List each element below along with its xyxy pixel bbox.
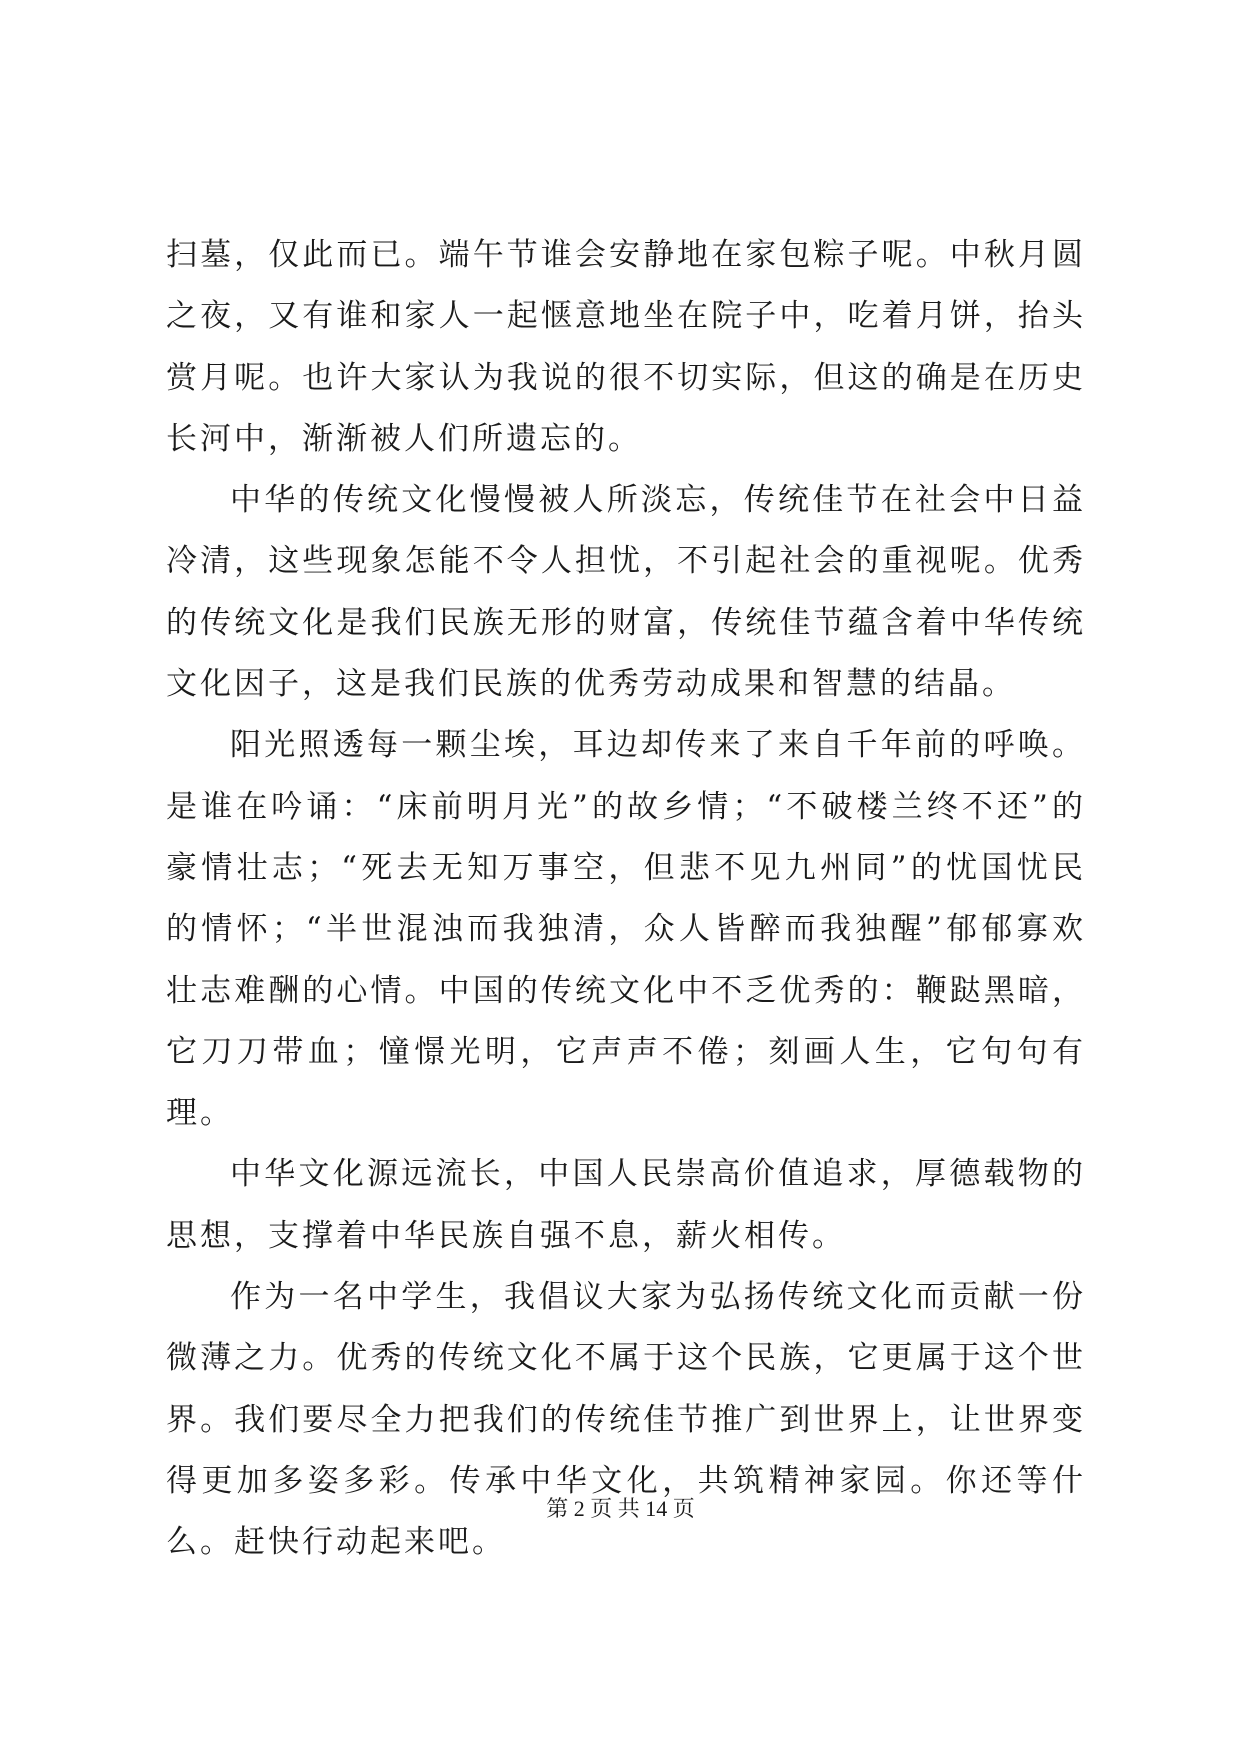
paragraph: 中华文化源远流长，中国人民崇高价值追求，厚德载物的思想，支撑着中华民族自强不息，薪火相传。 [166,1156,1086,1254]
document-body [166,225,1086,1574]
paragraph: 作为一名中学生，我倡议大家为弘扬传统文化而贡献一份微薄之力。优秀的传统文化不属于这个民族，它更属于这个世界。我们要尽全力把我们的传统佳节推广到世界上，让世界变得更加多姿多彩。传承中华文化，共筑精神家园。你还等什么。赶快行动起来吧。 [166,1279,1086,1561]
paragraph-continuation: 扫墓，仅此而已。端午节谁会安静地在家包粽子呢。中秋月圆之夜，又有谁和家人一起惬意地坐在院子中，吃着月饼，抬头赏月呢。也许大家认为我说的很不切实际，但这的确是在历史长河中，渐渐被人们所遗忘的。 [166,237,1086,457]
paragraph: 阳光照透每一颗尘埃，耳边却传来了来自千年前的呼唤。是谁在吟诵：“床前明月光”的故乡情；“不破楼兰终不还”的豪情壮志；“死去无知万事空，但悲不见九州同”的忧国忧民的情怀；“半世混浊而我独清，众人皆醉而我独醒”郁郁寡欢壮志难酬的心情。中国的传统文化中不乏优秀的：鞭跶黑暗，它刀刀带血；憧憬光明，它声声不倦；刻画人生，它句句有理。 [166,727,1086,1132]
page-number-footer: 第 2 页 共 14 页 [546,1496,695,1521]
paragraph: 中华的传统文化慢慢被人所淡忘，传统佳节在社会中日益冷清，这些现象怎能不令人担忧，不引起社会的重视呢。优秀的传统文化是我们民族无形的财富，传统佳节蕴含着中华传统文化因子，这是我们民族的优秀劳动成果和智慧的结晶。 [166,482,1086,703]
